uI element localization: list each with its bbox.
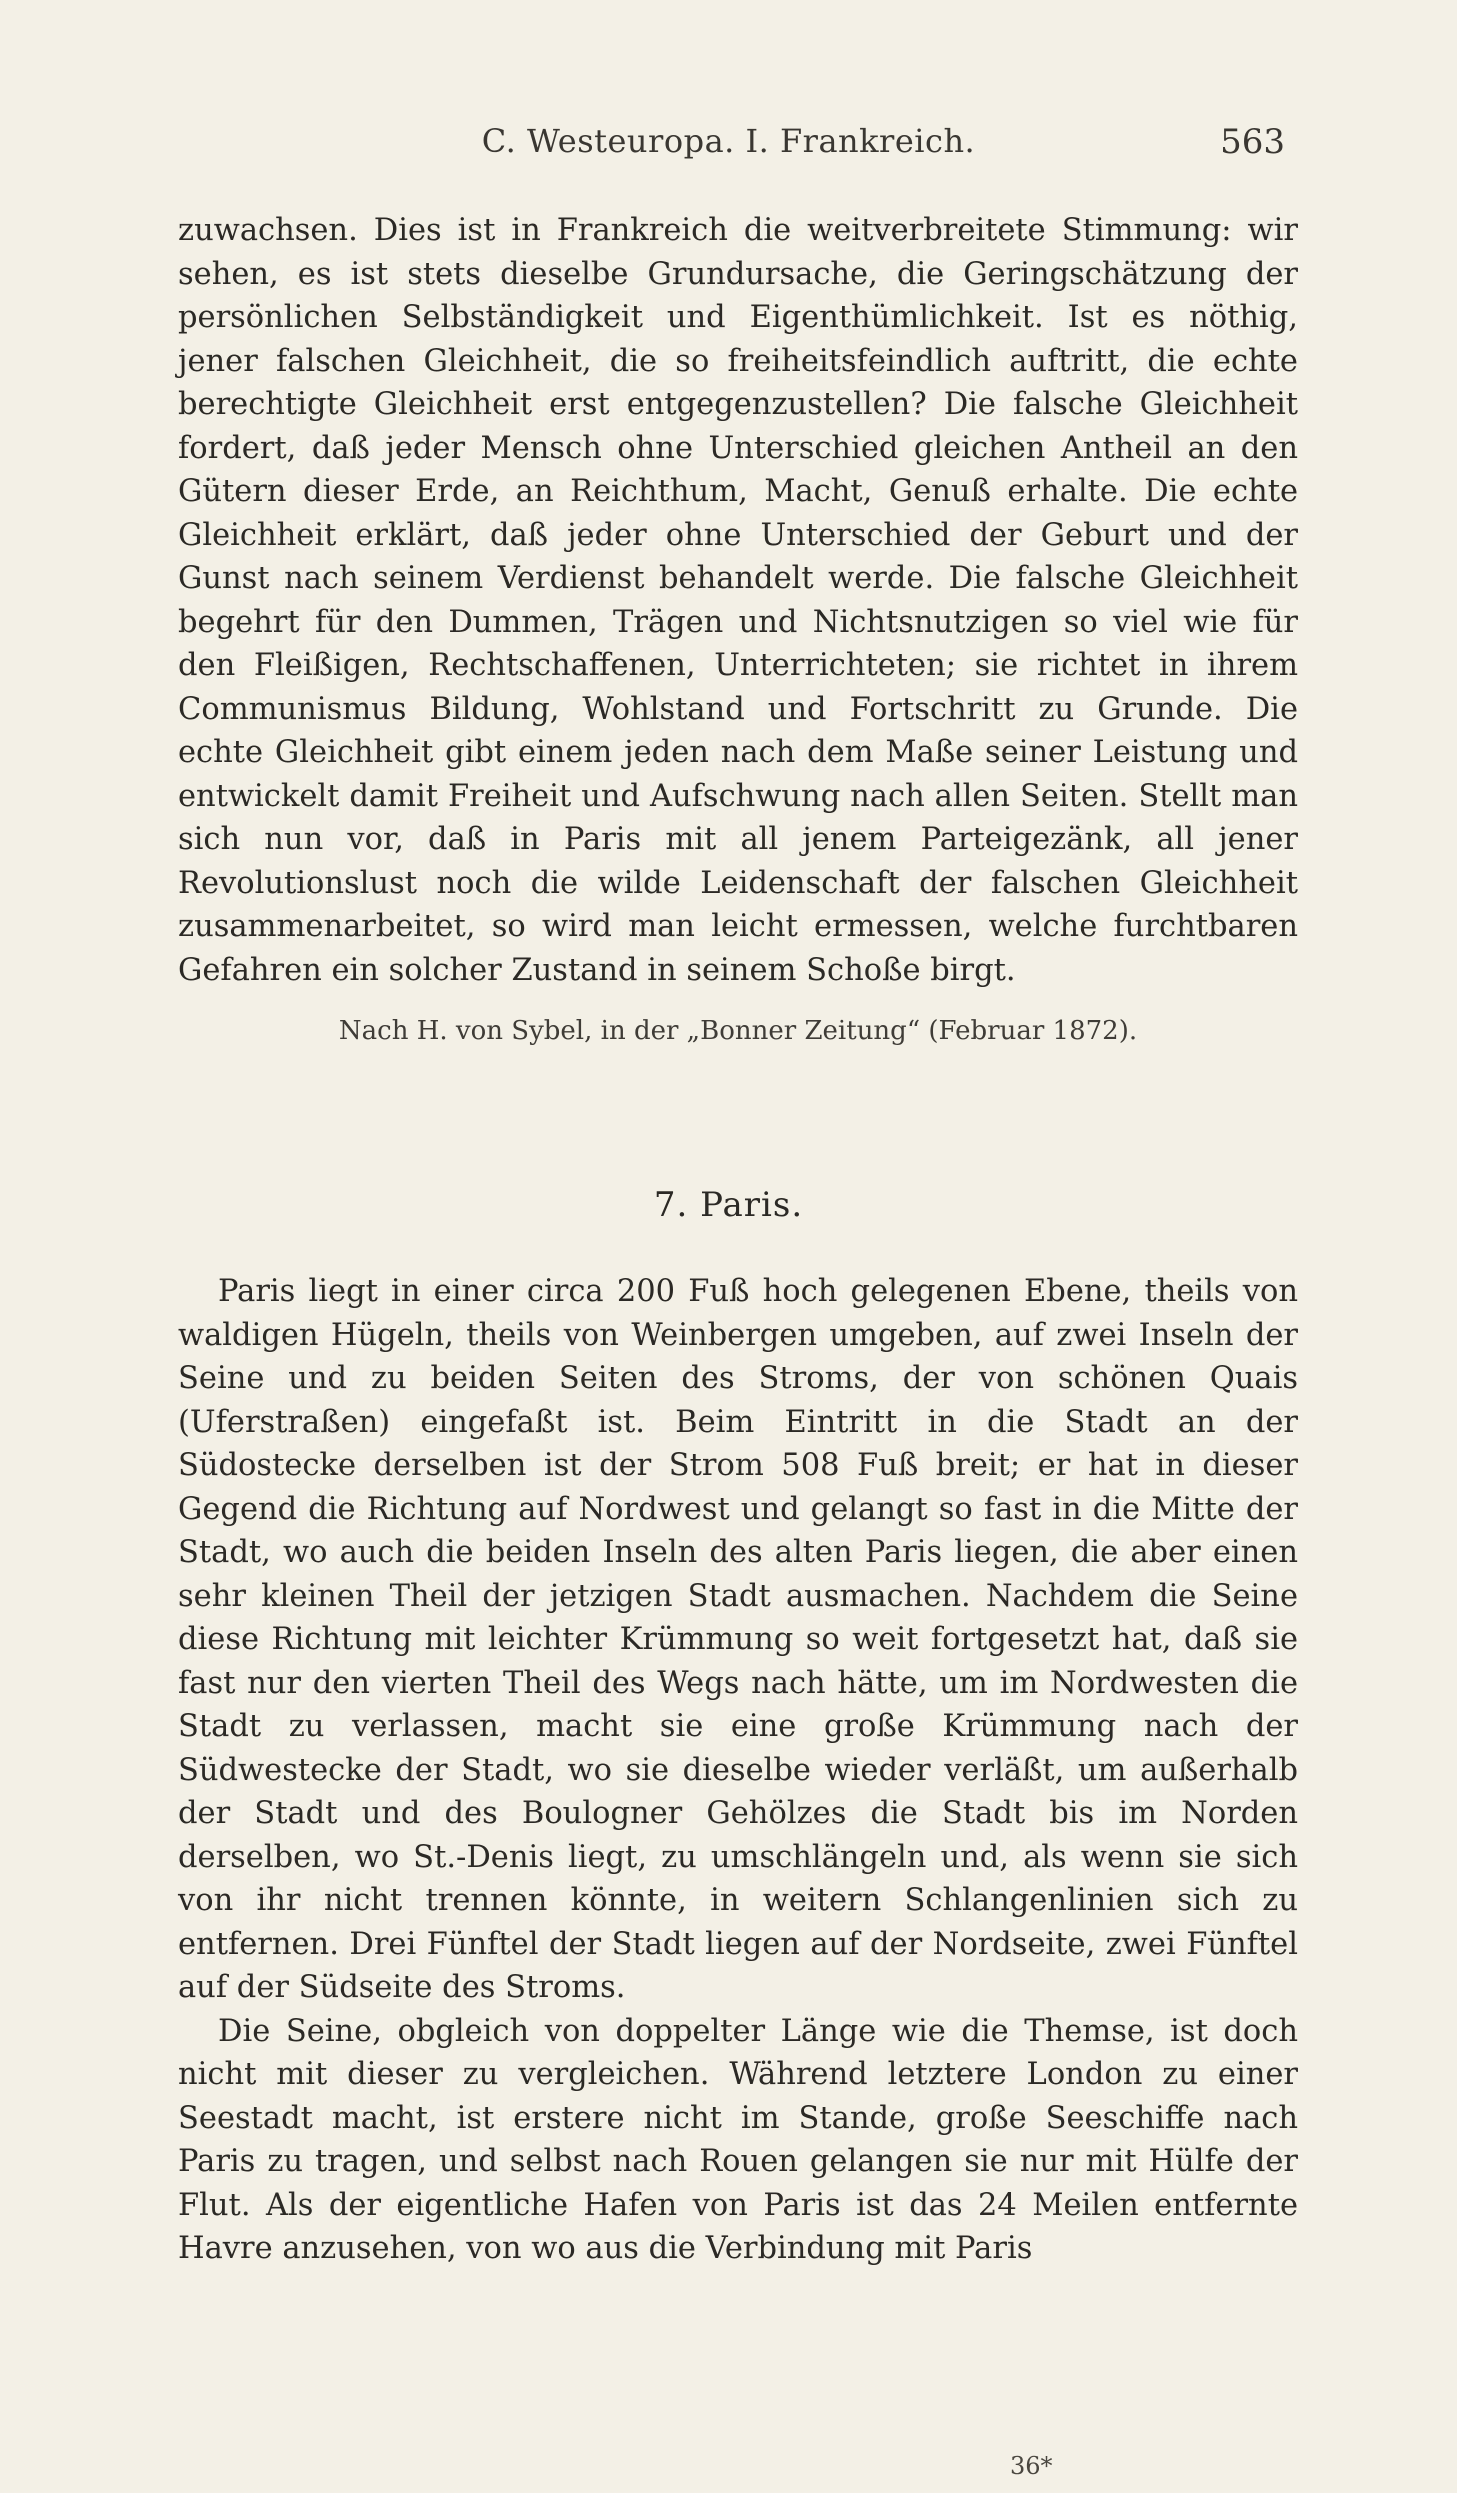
section-heading: 7. Paris. — [653, 1185, 804, 1225]
printer-signature: 36* — [1010, 2452, 1053, 2480]
page-number: 563 — [1220, 122, 1285, 162]
running-title: C. Westeuropa. I. Frankreich. — [481, 122, 976, 160]
section-text — [178, 1270, 1298, 2271]
continuation-text — [178, 209, 1298, 992]
source-citation: Nach H. von Sybel, in der „Bonner Zeitung“ (Februar 1872). — [338, 1016, 1138, 1046]
running-head — [0, 122, 1457, 166]
body-paragraph: zuwachsen. Dies ist in Frankreich die weitverbreitete Stimmung: wir sehen, es ist stets dieselbe Grundursache, die Geringschätzung der persönlichen Selbständigkeit und Eigenthümlichkeit. Ist es nöthig, jener falschen Gleichheit, die so freiheitsfeindlich auftritt, die echte berechtigte Gleichheit erst entgegenzustellen? Die falsche Gleichheit fordert, daß jeder Mensch ohne Unterschied gleichen Antheil an den Gütern dieser Erde, an Reichthum, Macht, Genuß erhalte. Die echte Gleichheit erklärt, daß jeder ohne Unterschied der Geburt und der Gunst nach seinem Verdienst behandelt werde. Die falsche Gleichheit begehrt für den Dummen, Trägen und Nichtsnutzigen so viel wie für den Fleißigen, Rechtschaffenen, Unterrichteten; sie richtet in ihrem Communismus Bildung, Wohlstand und Fortschritt zu Grunde. Die echte Gleichheit gibt einem jeden nach dem Maße seiner Leistung und entwickelt damit Freiheit und Aufschwung nach allen Seiten. Stellt man sich nun vor, daß in Paris mit all jenem Parteigezänk, all jener Revolutionslust noch die wilde Leidenschaft der falschen Gleichheit zusammenarbeitet, so wird man leicht ermessen, welche furchtbaren Gefahren ein solcher Zustand in seinem Schoße birgt. — [178, 213, 1298, 988]
section-paragraph-2: Die Seine, obgleich von doppelter Länge wie die Themse, ist doch nicht mit dieser zu vergleichen. Während letztere London zu einer Seestadt macht, ist erstere nicht im Stande, große Seeschiffe nach Paris zu tragen, und selbst nach Rouen gelangen sie nur mit Hülfe der Flut. Als der eigentliche Hafen von Paris ist das 24 Meilen entfernte Havre anzusehen, von wo aus die Verbindung mit Paris — [178, 2013, 1298, 2266]
section-paragraph-1: Paris liegt in einer circa 200 Fuß hoch gelegenen Ebene, theils von waldigen Hügeln, theils von Weinbergen umgeben, auf zwei Inseln der Seine und zu beiden Seiten des Stroms, der von schönen Quais (Uferstraßen) eingefaßt ist. Beim Eintritt in die Stadt an der Südostecke derselben ist der Strom 508 Fuß breit; er hat in dieser Gegend die Richtung auf Nordwest und gelangt so fast in die Mitte der Stadt, wo auch die beiden Inseln des alten Paris liegen, die aber einen sehr kleinen Theil der jetzigen Stadt ausmachen. Nachdem die Seine diese Richtung mit leichter Krümmung so weit fortgesetzt hat, daß sie fast nur den vierten Theil des Wegs nach hätte, um im Nordwesten die Stadt zu verlassen, macht sie eine große Krümmung nach der Südwestecke der Stadt, wo sie dieselbe wieder verläßt, um außerhalb der Stadt und des Boulogner Gehölzes die Stadt bis im Norden derselben, wo St.-Denis liegt, zu umschlängeln und, als wenn sie sich von ihr nicht trennen könnte, in weitern Schlangenlinien sich zu entfernen. Drei Fünftel der Stadt liegen auf der Nordseite, zwei Fünftel auf der Südseite des Stroms. — [178, 1274, 1298, 2005]
